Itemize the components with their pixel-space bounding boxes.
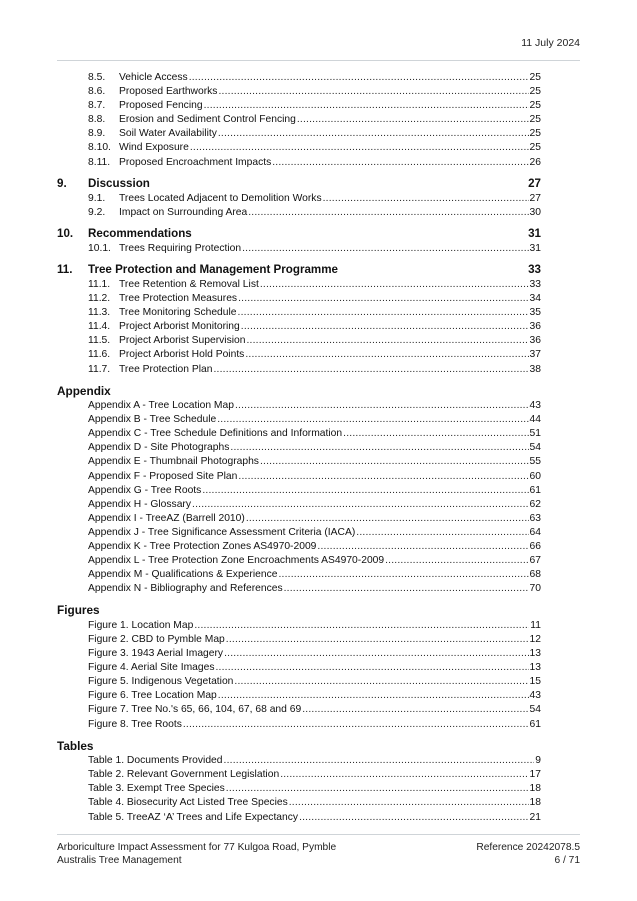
toc-entry[interactable] — [57, 71, 541, 85]
toc-entry-title: Appendix H - Glossary — [88, 498, 192, 510]
dot-leader — [242, 242, 528, 256]
dot-leader — [299, 811, 528, 825]
toc-entry-page: 31 — [529, 242, 541, 254]
toc-entry-page: 25 — [529, 114, 541, 126]
toc-entry-page: 37 — [529, 349, 541, 361]
section-8-items — [57, 71, 541, 170]
toc-entry-page: 21 — [529, 811, 541, 823]
toc-entry-title: Soil Water Availability — [119, 128, 217, 140]
dot-leader — [235, 399, 529, 413]
toc-entry-title: Tree Protection Plan — [119, 363, 213, 375]
toc-entry-page: 67 — [529, 555, 541, 567]
toc-section-discussion[interactable] — [57, 176, 541, 192]
toc-entry[interactable] — [57, 633, 541, 647]
toc-entry-number: 11.2. — [88, 293, 111, 305]
toc-entry[interactable] — [57, 320, 541, 334]
toc-entry-title: Erosion and Sediment Control Fencing — [119, 114, 296, 126]
dot-leader — [356, 526, 528, 540]
toc-entry[interactable] — [57, 782, 541, 796]
dot-leader — [280, 768, 528, 782]
appendix-heading: Appendix — [57, 383, 111, 398]
toc-entry-title: Appendix B - Tree Schedule — [88, 414, 217, 426]
toc-entry[interactable] — [57, 363, 541, 377]
toc-entry-title: Appendix F - Proposed Site Plan — [88, 470, 238, 482]
toc-entry-number: 8.8. — [88, 114, 106, 126]
toc-entry[interactable] — [57, 441, 541, 455]
toc-entry[interactable] — [57, 242, 541, 256]
toc-entry-page: 25 — [529, 128, 541, 140]
toc-entry-title: Appendix N - Bibliography and References — [88, 583, 283, 595]
toc-entry-page: 60 — [529, 470, 541, 482]
dot-leader — [245, 348, 528, 362]
toc-entry-page: 36 — [529, 335, 541, 347]
toc-entry-page: 13 — [529, 662, 541, 674]
toc-entry-title: Proposed Fencing — [119, 100, 203, 112]
dot-leader — [215, 661, 528, 675]
toc-entry[interactable] — [57, 568, 541, 582]
toc-entry-page: 44 — [529, 414, 541, 426]
toc-entry-number: 10.1. — [88, 242, 111, 254]
toc-entry-page: 9 — [535, 755, 541, 767]
toc-entry[interactable] — [57, 554, 541, 568]
toc-entry-number: 11.3. — [88, 307, 111, 319]
toc-entry[interactable] — [57, 796, 541, 810]
section-title: Discussion — [88, 177, 150, 191]
dot-leader — [302, 703, 528, 717]
dot-leader — [230, 441, 528, 455]
dot-leader — [234, 675, 528, 689]
dot-leader — [317, 540, 528, 554]
toc-entry-title: Figure 6. Tree Location Map — [88, 690, 217, 702]
toc-entry[interactable] — [57, 413, 541, 427]
header-divider — [57, 60, 580, 61]
toc-entry[interactable] — [57, 113, 541, 127]
toc-entry-title: Appendix I - TreeAZ (Barrell 2010) — [88, 512, 245, 524]
footer-page-number: 6 / 71 — [554, 855, 580, 867]
dot-leader — [238, 470, 528, 484]
toc-entry-page: 61 — [529, 484, 541, 496]
toc-entry-page: 34 — [529, 293, 541, 305]
dot-leader — [248, 206, 528, 220]
toc-entry-page: 12 — [529, 634, 541, 645]
toc-section-tree-protection[interactable] — [57, 262, 541, 278]
section-number: 10. — [57, 227, 74, 241]
dot-leader — [204, 99, 529, 113]
toc-entry[interactable] — [57, 470, 541, 484]
toc-entry-page: 18 — [529, 783, 541, 795]
toc-entry-page: 26 — [529, 156, 541, 168]
toc-entry-title: Appendix J - Tree Significance Assessment Criteria (IACA) — [88, 526, 356, 538]
toc-entry[interactable] — [57, 348, 541, 362]
dot-leader — [246, 512, 529, 526]
figures-heading: Figures — [57, 603, 100, 618]
toc-entry-title: Trees Located Adjacent to Demolition Works — [119, 192, 322, 204]
toc-entry-page: 27 — [529, 192, 541, 204]
toc-entry-title: Wind Exposure — [119, 142, 189, 154]
toc-entry-title: Vehicle Access — [119, 72, 188, 83]
toc-entry-number: 8.10. — [88, 142, 111, 154]
toc-entry[interactable] — [57, 768, 541, 782]
toc-entry[interactable] — [57, 718, 541, 732]
toc-entry[interactable] — [57, 512, 541, 526]
footer-divider — [57, 834, 580, 835]
toc-entry-title: Appendix G - Tree Roots — [88, 484, 202, 496]
section-page: 31 — [528, 227, 541, 241]
dot-leader — [297, 113, 529, 127]
dot-leader — [241, 320, 529, 334]
dot-leader — [224, 754, 535, 768]
toc-entry-page: 64 — [529, 526, 541, 538]
toc-entry-page: 38 — [529, 363, 541, 375]
toc-entry-page: 11 — [530, 619, 541, 631]
toc-entry-title: Table 2. Relevant Government Legislation — [88, 769, 280, 781]
toc-entry-title: Tree Retention & Removal List — [119, 278, 259, 290]
toc-entry[interactable] — [57, 619, 541, 633]
toc-entry-number: 11.6. — [88, 349, 111, 361]
toc-entry-title: Figure 3. 1943 Aerial Imagery — [88, 648, 224, 660]
footer-company: Australis Tree Management — [57, 855, 182, 867]
toc-entry-title: Proposed Earthworks — [119, 86, 218, 98]
toc-entry-number: 8.5. — [88, 72, 106, 83]
toc-entry[interactable] — [57, 703, 541, 717]
toc-entry-title: Table 3. Exempt Tree Species — [88, 783, 225, 795]
toc-entry-title: Proposed Encroachment Impacts — [119, 156, 272, 168]
toc-entry-title: Figure 4. Aerial Site Images — [88, 662, 215, 674]
toc-entry[interactable] — [57, 292, 541, 306]
section-number: 9. — [57, 177, 67, 191]
section-page: 27 — [528, 177, 541, 191]
dot-leader — [284, 582, 529, 596]
dot-leader — [218, 127, 529, 141]
dot-leader — [192, 498, 529, 512]
toc-entry-page: 25 — [529, 142, 541, 154]
toc-entry-page: 30 — [529, 206, 541, 218]
toc-entry-number: 8.7. — [88, 100, 106, 112]
toc-entry[interactable] — [57, 206, 541, 220]
toc-entry-number: 8.11. — [88, 156, 111, 168]
toc-entry-page: 36 — [529, 321, 541, 333]
toc-entry-number: 8.9. — [88, 128, 106, 140]
toc-entry-page: 15 — [529, 676, 541, 688]
toc-section-recommendations[interactable] — [57, 226, 541, 242]
toc-entry-title: Table 1. Documents Provided — [88, 755, 223, 767]
toc-entry-page: 54 — [529, 442, 541, 454]
toc-entry-title: Trees Requiring Protection — [119, 242, 242, 254]
section-page: 33 — [528, 263, 541, 277]
toc-entry-title: Appendix M - Qualifications & Experience — [88, 569, 278, 581]
toc-entry-title: Appendix E - Thumbnail Photographs — [88, 456, 259, 468]
dot-leader — [238, 306, 529, 320]
toc-entry-title: Table 5. TreeAZ ‘A’ Trees and Life Expectancy — [88, 811, 299, 823]
toc-entry[interactable] — [57, 334, 541, 348]
toc-entry-page: 43 — [529, 690, 541, 702]
dot-leader — [189, 71, 529, 85]
toc-entry-title: Appendix L - Tree Protection Zone Encroachments AS4970-2009 — [88, 555, 385, 567]
toc-entry-title: Appendix C - Tree Schedule Definitions and Information — [88, 428, 343, 440]
toc-entry[interactable] — [57, 141, 541, 155]
dot-leader — [289, 796, 529, 810]
toc-entry[interactable] — [57, 811, 541, 825]
dot-leader — [218, 85, 528, 99]
dot-leader — [183, 718, 529, 732]
toc-entry[interactable] — [57, 127, 541, 141]
toc-entry[interactable] — [57, 278, 541, 292]
toc-entry-number: 9.2. — [88, 206, 106, 218]
toc-entry-page: 17 — [529, 769, 541, 781]
toc-entry-title: Project Arborist Hold Points — [119, 349, 245, 361]
toc-entry-number: 11.4. — [88, 321, 111, 333]
header-date: 11 July 2024 — [521, 37, 580, 49]
toc-entry[interactable] — [57, 399, 541, 413]
toc-entry-page: 13 — [529, 648, 541, 660]
dot-leader — [226, 633, 529, 647]
toc-entry-title: Figure 7. Tree No.'s 65, 66, 104, 67, 68 and 69 — [88, 704, 302, 716]
toc-entry-number: 8.6. — [88, 86, 106, 98]
section-title: Tree Protection and Management Programme — [88, 263, 338, 277]
toc-entry-page: 33 — [529, 278, 541, 290]
dot-leader — [238, 292, 528, 306]
dot-leader — [218, 689, 529, 703]
toc-entry-page: 68 — [529, 569, 541, 581]
toc-entry-page: 43 — [529, 400, 541, 412]
toc-entry-page: 54 — [529, 704, 541, 716]
dot-leader — [260, 278, 529, 292]
toc-entry-page: 25 — [529, 100, 541, 112]
toc-entry[interactable] — [57, 675, 541, 689]
toc-entry-number: 11.5. — [88, 335, 111, 347]
section-title: Recommendations — [88, 227, 192, 241]
dot-leader — [213, 363, 528, 377]
toc-entry-page: 66 — [529, 541, 541, 553]
dot-leader — [260, 455, 529, 469]
toc-entry-number: 11.7. — [88, 363, 111, 375]
toc-entry-title: Project Arborist Monitoring — [119, 321, 240, 333]
toc-entry-page: 25 — [529, 72, 541, 83]
toc-entry[interactable] — [57, 484, 541, 498]
toc-entry-page: 55 — [529, 456, 541, 468]
toc-entry-title: Appendix A - Tree Location Map — [88, 400, 234, 412]
toc-entry-page: 25 — [529, 86, 541, 98]
dot-leader — [194, 619, 529, 633]
footer-reference: Reference 20242078.5 — [476, 842, 580, 853]
toc-entry-title: Figure 2. CBD to Pymble Map — [88, 634, 225, 645]
toc-entry[interactable] — [57, 455, 541, 469]
dot-leader — [190, 141, 529, 155]
toc-entry-title: Appendix K - Tree Protection Zones AS4970-2009 — [88, 541, 317, 553]
toc-entry[interactable] — [57, 156, 541, 170]
toc-entry-page: 70 — [529, 583, 541, 595]
toc-entry-title: Impact on Surrounding Area — [119, 206, 248, 218]
toc-entry-title: Figure 5. Indigenous Vegetation — [88, 676, 234, 688]
toc-entry[interactable] — [57, 498, 541, 512]
toc-entry[interactable] — [57, 192, 541, 206]
toc-entry[interactable] — [57, 306, 541, 320]
dot-leader — [202, 484, 528, 498]
toc-entry[interactable] — [57, 689, 541, 703]
section-number: 11. — [57, 263, 73, 277]
toc-entry-title: Project Arborist Supervision — [119, 335, 246, 347]
toc-entry-page: 61 — [529, 718, 541, 730]
toc-entry-page: 62 — [529, 498, 541, 510]
toc-entry[interactable] — [57, 99, 541, 113]
toc-entry-title: Tree Monitoring Schedule — [119, 307, 237, 319]
toc-entry[interactable] — [57, 647, 541, 661]
footer-document-title: Arboriculture Impact Assessment for 77 Kulgoa Road, Pymble — [57, 842, 337, 853]
dot-leader — [217, 413, 528, 427]
toc-entry[interactable] — [57, 85, 541, 99]
toc-entry[interactable] — [57, 754, 541, 768]
dot-leader — [272, 156, 528, 170]
toc-entry-page: 51 — [529, 428, 541, 440]
dot-leader — [343, 427, 528, 441]
dot-leader — [278, 568, 528, 582]
toc-entry[interactable] — [57, 582, 541, 596]
toc-entry-number: 9.1. — [88, 192, 106, 204]
toc-entry-title: Figure 1. Location Map — [88, 619, 194, 631]
dot-leader — [224, 647, 528, 661]
tables-heading: Tables — [57, 738, 94, 753]
toc-entry-title: Appendix D - Site Photographs — [88, 442, 230, 454]
dot-leader — [385, 554, 528, 568]
dot-leader — [323, 192, 529, 206]
toc-entry-number: 11.1. — [88, 278, 111, 290]
dot-leader — [226, 782, 529, 796]
toc-entry[interactable] — [57, 526, 541, 540]
toc-entry[interactable] — [57, 661, 541, 675]
toc-entry[interactable] — [57, 427, 541, 441]
table-of-contents — [57, 71, 541, 825]
toc-entry-page: 63 — [529, 512, 541, 524]
toc-entry-page: 35 — [529, 307, 541, 319]
toc-entry-title: Table 4. Biosecurity Act Listed Tree Species — [88, 797, 288, 809]
dot-leader — [246, 334, 528, 348]
toc-entry-title: Figure 8. Tree Roots — [88, 718, 182, 730]
toc-entry[interactable] — [57, 540, 541, 554]
toc-entry-title: Tree Protection Measures — [119, 293, 238, 305]
toc-entry-page: 18 — [529, 797, 541, 809]
